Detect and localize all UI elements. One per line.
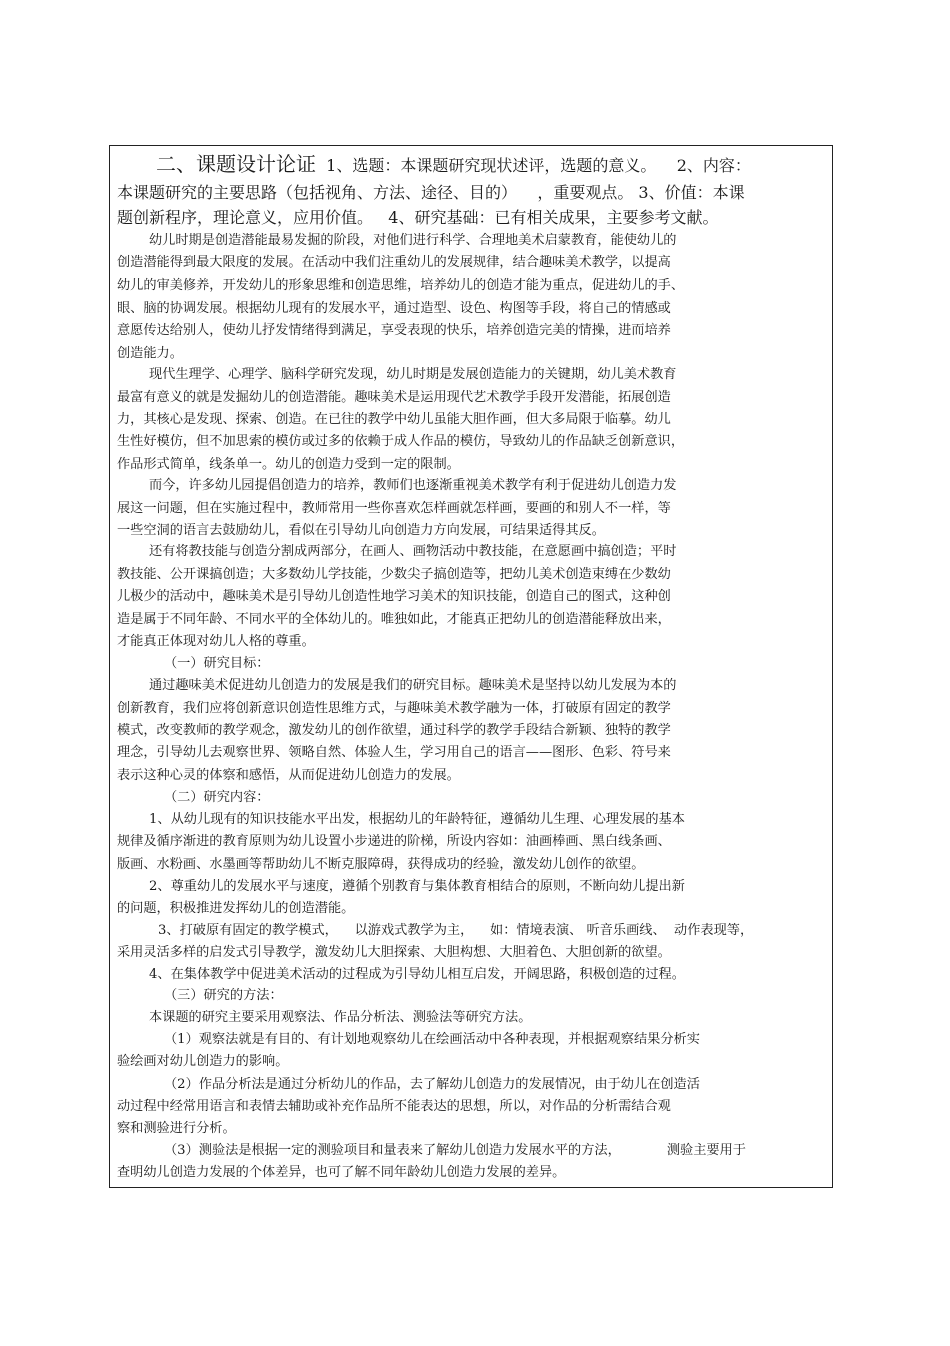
body-line: （二）研究内容： [164,790,270,805]
body-line: 版画、水粉画、水墨画等帮助幼儿不断克服障碍，获得成功的经验，激发幼儿创作的欲望。 [117,857,645,872]
body-line: 造是属于不同年龄、不同水平的全体幼儿的。唯独如此，才能真正把幼儿的创造潜能释放出来， [117,612,671,627]
body-line: 3、打破原有固定的教学模式， 以游戏式教学为主， 如：情境表演、 听音乐画线、 动作表现等， [158,923,754,938]
body-line: 创造能力。 [117,346,183,361]
body-line: 本课题的研究主要采用观察法、作品分析法、测验法等研究方法。 [149,1010,532,1025]
body-line: 创造潜能得到最大限度的发展。在活动中我们注重幼儿的发展规律，结合趣味美术教学，以提高 [117,255,671,270]
section-prompt-2: 本课题研究的主要思路（包括视角、方法、途径、目的） ，重要观点。 3、价值：本课 [117,183,745,202]
section-title: 二、课题设计论证 [156,152,316,176]
body-line: 展这一问题，但在实施过程中，教师常用一些你喜欢怎样画就怎样画，要画的和别人不一样，等 [117,501,671,516]
body-line: 生性好模仿，但不加思索的模仿或过多的依赖于成人作品的模仿，导致幼儿的作品缺乏创新意识， [117,434,685,449]
body-line: 动过程中经常用语言和表情去辅助或补充作品所不能表达的思想，所以，对作品的分析需结合观 [117,1099,671,1114]
body-line: 的问题，积极推进发挥幼儿的创造潜能。 [117,901,355,916]
body-line: 儿极少的活动中，趣味美术是引导幼儿创造性地学习美术的知识技能，创造自己的图式，这种创 [117,589,671,604]
body-line: 眼、脑的协调发展。根据幼儿现有的发展水平，通过造型、设色、构图等手段，将自己的情感或 [117,301,671,316]
body-line: 力，其核心是发现、探索、创造。在已往的教学中幼儿虽能大胆作画，但大多局限于临摹。幼儿 [117,412,671,427]
body-line: 创新教育，我们应将创新意识创造性思维方式，与趣味美术教学融为一体，打破原有固定的教学 [117,701,671,716]
body-line: 采用灵活多样的启发式引导教学，激发幼儿大胆探索、大胆构想、大胆着色、大胆创新的欲望。 [117,945,671,960]
body-line: 规律及循序渐进的教育原则为幼儿设置小步递进的阶梯，所设内容如：油画棒画、黑白线条画、 [117,834,671,849]
body-line: 理念，引导幼儿去观察世界、领略自然、体验人生，学习用自己的语言——图形、色彩、符号来 [117,745,671,760]
section-prompt-3: 题创新程序，理论意义，应用价值。 4、研究基础：已有相关成果，主要参考文献。 [117,208,719,227]
body-line: 意愿传达给别人，使幼儿抒发情绪得到满足，享受表现的快乐，培养创造完美的情操，进而培养 [117,323,671,338]
body-line: 最富有意义的就是发掘幼儿的创造潜能。趣味美术是运用现代艺术教学手段开发潜能，拓展创造 [117,390,671,405]
body-line: 现代生理学、心理学、脑科学研究发现，幼儿时期是发展创造能力的关键期，幼儿美术教育 [149,367,677,382]
body-line: 一些空洞的语言去鼓励幼儿，看似在引导幼儿向创造力方向发展，可结果适得其反。 [117,523,605,538]
body-line: 验绘画对幼儿创造力的影响。 [117,1054,289,1069]
body-line: 还有将教技能与创造分割成两部分，在画人、画物活动中教技能，在意愿画中搞创造；平时 [149,544,677,559]
body-line: （2）作品分析法是通过分析幼儿的作品，去了解幼儿创造力的发展情况，由于幼儿在创造活 [164,1077,700,1092]
body-line: 1、从幼儿现有的知识技能水平出发，根据幼儿的年龄特征，遵循幼儿生理、心理发展的基本 [149,812,685,827]
body-line: 查明幼儿创造力发展的个体差异，也可了解不同年龄幼儿创造力发展的差异。 [117,1165,566,1180]
body-line: 教技能、公开课搞创造；大多数幼儿学技能，少数尖子搞创造等，把幼儿美术创造束缚在少数幼 [117,567,671,582]
body-line: 2、尊重幼儿的发展水平与速度，遵循个别教育与集体教育相结合的原则，不断向幼儿提出新 [149,879,685,894]
body-line: 通过趣味美术促进幼儿创造力的发展是我们的研究目标。趣味美术是坚持以幼儿发展为本的 [149,678,677,693]
body-line: 4、在集体教学中促进美术活动的过程成为引导幼儿相互启发，开阔思路，积极创造的过程。 [149,967,685,982]
body-line: （3）测验法是根据一定的测验项目和量表来了解幼儿创造力发展水平的方法， 测验主要用于 [164,1143,746,1158]
body-line: （1）观察法就是有目的、有计划地观察幼儿在绘画活动中各种表现，并根据观察结果分析实 [164,1032,700,1047]
section-prompt-1: 1、选题：本课题研究现状述评，选题的意义。 2、内容： [316,156,751,175]
body-line: （一）研究目标： [164,656,270,671]
body-line: （三）研究的方法： [164,988,283,1003]
section-heading-line [156,154,751,176]
body-line: 表示这种心灵的体察和感悟，从而促进幼儿创造力的发展。 [117,768,460,783]
body-line: 察和测验进行分析。 [117,1121,236,1136]
body-line: 才能真正体现对幼儿人格的尊重。 [117,634,315,649]
body-line: 幼儿时期是创造潜能最易发掘的阶段，对他们进行科学、合理地美术启蒙教育，能使幼儿的 [149,233,677,248]
body-line: 作品形式简单，线条单一。幼儿的创造力受到一定的限制。 [117,457,460,472]
body-line: 而今，许多幼儿园提倡创造力的培养，教师们也逐渐重视美术教学有利于促进幼儿创造力发 [149,478,677,493]
body-line: 模式，改变教师的教学观念，激发幼儿的创作欲望，通过科学的教学手段结合新颖、独特的教学 [117,723,671,738]
body-line: 幼儿的审美修养，开发幼儿的形象思维和创造思维，培养幼儿的创造才能为重点，促进幼儿的手、 [117,278,685,293]
